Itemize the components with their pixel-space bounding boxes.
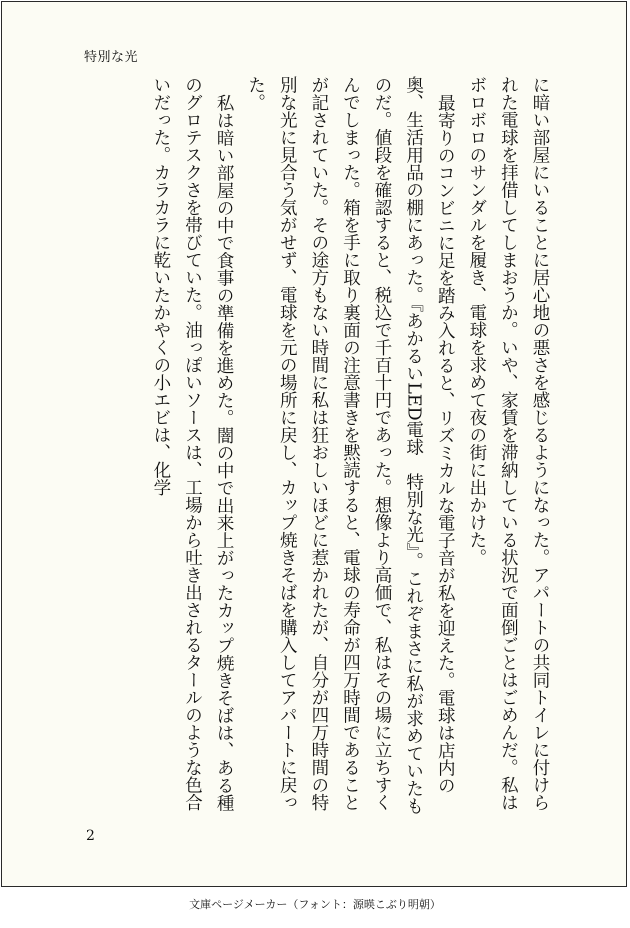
generator-caption: 文庫ページメーカー（フォント：源暎こぶり明朝） xyxy=(189,898,441,911)
vertical-body-text xyxy=(80,76,555,824)
paragraph: 最寄りのコンビニに足を踏み入れると、リズミカルな電子音が私を迎えた。電球は店内の奥、生活用品の棚にあった。『あかるいLED電球 特別な光』。これぞまさに私が求めていたものだ。値段を確認すると、税込で千百十円であった。想像より高価で、私はその場に立ちすくんでしまった。箱を手に取り裏面の注意書きを黙読すると、電球の寿命が四万時間であることが記されていた。その途方もない時間に私は狂おしいほどに惹かれたが、自分が四万時間の特別な光に見合う気がせず、電球を元の場所に戻し、カップ焼きそばを購入してアパートに戻った。 xyxy=(245,76,456,815)
paragraph: 私は暗い部屋の中で食事の準備を進めた。闇の中で出来上がったカップ焼きそばは、ある種のグロテスクさを帯びていた。油っぽいソースは、工場から吐き出されるタールのような色合いだった。カラカラに乾いたかやくの小エビは、化学 xyxy=(150,76,235,811)
book-page xyxy=(1,1,627,887)
paragraph: に暗い部屋にいることに居心地の悪さを感じるようになった。アパートの共同トイレに付けられた電球を拝借してしまおうか。いや、家賃を滞納している状況で面倒ごとはごめんだ。私はボロボロのサンダルを履き、電球を求めて夜の街に出かけた。 xyxy=(466,76,550,811)
page-number: 2 xyxy=(86,828,95,844)
running-head: 特別な光 xyxy=(84,50,139,65)
